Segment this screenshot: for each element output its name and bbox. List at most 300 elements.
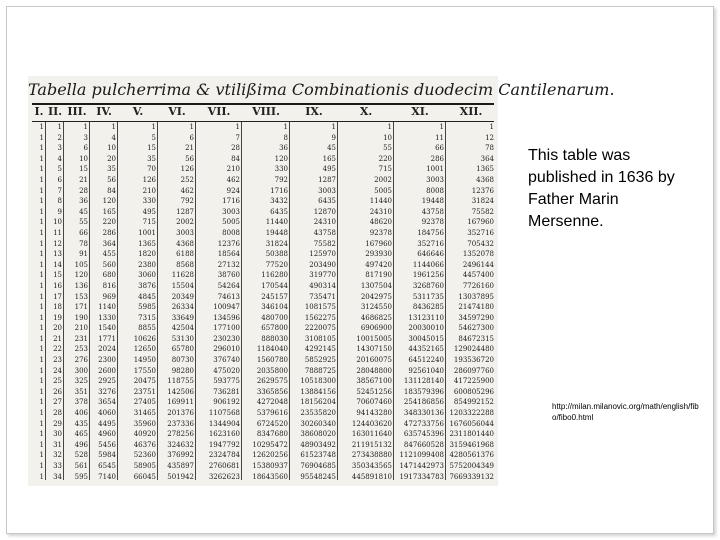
table-cell: 296010 bbox=[213, 345, 240, 354]
table-cell: 325 bbox=[74, 377, 88, 386]
table-cell: 165 bbox=[102, 207, 116, 216]
table-cell: 53130 bbox=[171, 334, 194, 343]
table-cell: 15504 bbox=[171, 281, 194, 290]
table-cell: 1 bbox=[489, 123, 494, 131]
table-cell: 1 bbox=[39, 334, 44, 343]
table-cell: 167960 bbox=[365, 239, 392, 248]
table-cell: 330 bbox=[142, 197, 156, 206]
table-cell: 376992 bbox=[167, 451, 194, 460]
table-cell: 70607460 bbox=[356, 398, 392, 407]
table-cell: 324632 bbox=[167, 440, 194, 449]
table-cell: 163011640 bbox=[351, 430, 392, 439]
table-cell: 13 bbox=[53, 250, 62, 259]
table-cell: 30260340 bbox=[300, 419, 336, 428]
table-cell: 125970 bbox=[309, 250, 336, 259]
table-cell: 462 bbox=[226, 175, 240, 184]
table-cell: 19448 bbox=[265, 228, 288, 237]
table-cell: 23751 bbox=[133, 387, 156, 396]
table-cell: 4495 bbox=[98, 419, 116, 428]
table-cell: 52451256 bbox=[356, 387, 392, 396]
table-cell: 31465 bbox=[133, 409, 156, 418]
table-cell: 5379616 bbox=[256, 409, 288, 418]
table-cell: 12870 bbox=[313, 207, 336, 216]
table-cell: 528 bbox=[74, 451, 88, 460]
table-cell: 35 bbox=[107, 165, 116, 174]
table-cell: 1 bbox=[39, 165, 44, 174]
column-header: IV. bbox=[96, 105, 112, 118]
table-cell: 1 bbox=[39, 345, 44, 354]
table-cell: 3003 bbox=[222, 207, 240, 216]
table-cell: 4 bbox=[57, 154, 62, 163]
table-cell: 1 bbox=[39, 239, 44, 248]
table-cell: 201376 bbox=[167, 409, 194, 418]
table-cell: 38608020 bbox=[300, 430, 336, 439]
table-cell: 15 bbox=[147, 144, 156, 153]
table-cell: 1676056044 bbox=[449, 419, 494, 428]
table-cell: 8436285 bbox=[412, 303, 444, 312]
table-cell: 14307150 bbox=[356, 345, 392, 354]
table-cell: 346104 bbox=[261, 303, 288, 312]
table-cell: 75582 bbox=[313, 239, 336, 248]
table-cell: 33649 bbox=[171, 313, 194, 322]
table-column bbox=[158, 122, 196, 482]
table-cell: 1 bbox=[39, 207, 44, 216]
table-cell: 1330 bbox=[98, 313, 116, 322]
table-cell: 6188 bbox=[176, 250, 194, 259]
table-cell: 1 bbox=[83, 123, 88, 131]
table-cell: 129024480 bbox=[453, 345, 494, 354]
table-cell: 1 bbox=[39, 462, 44, 470]
table-cell: 4368 bbox=[176, 239, 194, 248]
table-cell: 190 bbox=[74, 313, 88, 322]
table-cell: 10 bbox=[53, 218, 62, 227]
table-cell: 17 bbox=[53, 292, 62, 301]
table-cell: 4 bbox=[111, 133, 116, 142]
table-column bbox=[290, 122, 338, 482]
column-header: X. bbox=[359, 105, 373, 118]
table-cell: 10 bbox=[383, 133, 392, 142]
table-cell: 21474180 bbox=[458, 303, 494, 312]
table-cell: 646646 bbox=[417, 250, 444, 259]
column-header: VIII. bbox=[252, 105, 280, 118]
table-cell: 28 bbox=[79, 186, 88, 195]
table-cell: 1 bbox=[39, 133, 44, 142]
table-cell: 4060 bbox=[98, 409, 116, 418]
table-cell: 1562275 bbox=[304, 313, 336, 322]
table-cell: 15 bbox=[79, 165, 88, 174]
table-cell: 1 bbox=[283, 123, 288, 131]
table-cell: 48903492 bbox=[300, 440, 336, 449]
table-column bbox=[32, 122, 46, 482]
table-cell: 906192 bbox=[213, 398, 240, 407]
table-cell: 4280561376 bbox=[449, 451, 494, 460]
table-cell: 20030010 bbox=[408, 324, 444, 333]
table-cell: 210 bbox=[226, 165, 240, 174]
table-cell: 1 bbox=[331, 123, 336, 131]
table-cell: 7 bbox=[57, 186, 62, 195]
table-cell: 2042975 bbox=[360, 292, 392, 301]
table-cell: 15 bbox=[53, 271, 62, 280]
table-cell: 34 bbox=[53, 472, 62, 481]
table-cell: 286 bbox=[430, 154, 444, 163]
table-cell: 184756 bbox=[417, 228, 444, 237]
table-cell: 22 bbox=[53, 345, 62, 354]
table-cell: 142506 bbox=[167, 387, 194, 396]
table-cell: 1344904 bbox=[208, 419, 240, 428]
table-cell: 38760 bbox=[217, 271, 240, 280]
column-divider bbox=[157, 122, 158, 480]
table-cell: 8347680 bbox=[256, 430, 288, 439]
table-cell: 13123110 bbox=[408, 313, 444, 322]
table-cell: 19448 bbox=[421, 197, 444, 206]
table-cell: 2035800 bbox=[256, 366, 288, 375]
table-cell: 16 bbox=[53, 281, 62, 290]
table-cell: 36 bbox=[79, 197, 88, 206]
table-cell: 9 bbox=[57, 207, 62, 216]
table-cell: 1184040 bbox=[256, 345, 288, 354]
table-cell: 435897 bbox=[167, 462, 194, 470]
table-cell: 193536720 bbox=[453, 356, 494, 365]
table-cell: 7726160 bbox=[462, 281, 494, 290]
table-cell: 66 bbox=[79, 228, 88, 237]
table-cell: 64512240 bbox=[408, 356, 444, 365]
table-cell: 1 bbox=[39, 292, 44, 301]
table-cell: 5311735 bbox=[412, 292, 444, 301]
table-cell: 705432 bbox=[467, 239, 494, 248]
table-cell: 6435 bbox=[318, 197, 336, 206]
table-cell: 2311801440 bbox=[449, 430, 494, 439]
table-cell: 38567100 bbox=[356, 377, 392, 386]
table-cell: 3003 bbox=[176, 228, 194, 237]
column-divider bbox=[63, 122, 64, 480]
table-cell: 2925 bbox=[98, 377, 116, 386]
table-cell: 1 bbox=[39, 324, 44, 333]
table-cell: 11440 bbox=[369, 197, 392, 206]
table-column bbox=[394, 122, 446, 482]
table-cell: 13884156 bbox=[300, 387, 336, 396]
table-cell: 153 bbox=[74, 292, 88, 301]
table-cell: 1 bbox=[39, 197, 44, 206]
table-cell: 5985 bbox=[138, 303, 156, 312]
table-cell: 1365 bbox=[138, 239, 156, 248]
table-cell: 12376 bbox=[471, 186, 494, 195]
table-cell: 7 bbox=[235, 133, 240, 142]
table-cell: 42504 bbox=[171, 324, 194, 333]
table-cell: 3003 bbox=[426, 175, 444, 184]
table-cell: 26 bbox=[53, 387, 62, 396]
table-cell: 350343565 bbox=[351, 462, 392, 470]
table-cell: 5984 bbox=[98, 451, 116, 460]
table-cell: 3876 bbox=[138, 281, 156, 290]
table-cell: 30 bbox=[53, 430, 62, 439]
table-cell: 2629575 bbox=[256, 377, 288, 386]
table-cell: 46376 bbox=[133, 440, 156, 449]
column-header: III. bbox=[67, 105, 87, 118]
table-cell: 17550 bbox=[133, 366, 156, 375]
table-cell: 3 bbox=[83, 133, 88, 142]
table-cell: 105 bbox=[74, 260, 88, 269]
table-cell: 2 bbox=[57, 133, 62, 142]
table-cell: 1 bbox=[39, 281, 44, 290]
table-cell: 1 bbox=[39, 260, 44, 269]
table-cell: 21 bbox=[53, 334, 62, 343]
table-cell: 276 bbox=[74, 356, 88, 365]
table-cell: 1 bbox=[235, 123, 240, 131]
table-cell: 34597290 bbox=[458, 313, 494, 322]
table-cell: 33 bbox=[53, 462, 62, 470]
table-cell: 1307504 bbox=[360, 281, 392, 290]
table-cell: 286097760 bbox=[453, 366, 494, 375]
table-cell: 6 bbox=[189, 133, 194, 142]
table-cell: 378 bbox=[74, 398, 88, 407]
table-cell: 462 bbox=[180, 186, 194, 195]
table-cell: 2496144 bbox=[462, 260, 494, 269]
table-cell: 8 bbox=[283, 133, 288, 142]
table-cell: 1 bbox=[189, 123, 194, 131]
table-cell: 3262623 bbox=[208, 472, 240, 481]
table-cell: 169911 bbox=[167, 398, 194, 407]
table-cell: 15380937 bbox=[252, 462, 288, 470]
table-cell: 5 bbox=[151, 133, 156, 142]
table-cell: 14 bbox=[53, 260, 62, 269]
table-cell: 230230 bbox=[213, 334, 240, 343]
table-cell: 167960 bbox=[467, 218, 494, 227]
table-cell: 1471442973 bbox=[399, 462, 444, 470]
table-cell: 10295472 bbox=[252, 440, 288, 449]
table-cell: 12650 bbox=[133, 345, 156, 354]
table-cell: 4457400 bbox=[462, 271, 494, 280]
table-cell: 20475 bbox=[133, 377, 156, 386]
scan-title: Tabella pulcherrima & vtilißima Combinationis duodecim Cantilenarum. bbox=[28, 80, 615, 99]
table-cell: 92561040 bbox=[408, 366, 444, 375]
table-cell: 66045 bbox=[133, 472, 156, 481]
table-cell: 924 bbox=[226, 186, 240, 195]
table-cell: 28 bbox=[53, 409, 62, 418]
table-cell: 10015005 bbox=[356, 334, 392, 343]
table-cell: 3124550 bbox=[360, 303, 392, 312]
table-cell: 220 bbox=[378, 154, 392, 163]
table-cell: 1 bbox=[111, 123, 116, 131]
table-cell: 3 bbox=[57, 144, 62, 153]
column-header: V. bbox=[132, 105, 144, 118]
table-cell: 7888725 bbox=[304, 366, 336, 375]
table-cell: 25 bbox=[53, 377, 62, 386]
table-cell: 54264 bbox=[217, 281, 240, 290]
table-cell: 203490 bbox=[309, 260, 336, 269]
table-cell: 5005 bbox=[374, 186, 392, 195]
table-cell: 1287 bbox=[176, 207, 194, 216]
table-cell: 417225900 bbox=[453, 377, 494, 386]
table-cell: 1961256 bbox=[412, 271, 444, 280]
table-cell: 77520 bbox=[265, 260, 288, 269]
table-cell: 497420 bbox=[365, 260, 392, 269]
table-cell: 12 bbox=[485, 133, 494, 142]
table-cell: 2760681 bbox=[208, 462, 240, 470]
table-cell: 736281 bbox=[213, 387, 240, 396]
column-divider bbox=[445, 122, 446, 480]
table-cell: 18 bbox=[53, 303, 62, 312]
table-cell: 18643560 bbox=[252, 472, 288, 481]
table-cell: 70 bbox=[147, 165, 156, 174]
table-cell: 245157 bbox=[261, 292, 288, 301]
table-cell: 6 bbox=[83, 144, 88, 153]
table-cell: 490314 bbox=[309, 281, 336, 290]
table-cell: 23535820 bbox=[300, 409, 336, 418]
table-cell: 2600 bbox=[98, 366, 116, 375]
table-column bbox=[118, 122, 158, 482]
table-cell: 480700 bbox=[261, 313, 288, 322]
table-cell: 293930 bbox=[365, 250, 392, 259]
table-cell: 84 bbox=[231, 154, 240, 163]
table-cell: 286 bbox=[102, 228, 116, 237]
table-cell: 657800 bbox=[261, 324, 288, 333]
table-cell: 1 bbox=[39, 154, 44, 163]
table-cell: 278256 bbox=[167, 430, 194, 439]
table-cell: 6 bbox=[57, 175, 62, 184]
table-cell: 5 bbox=[57, 165, 62, 174]
table-cell: 792 bbox=[274, 175, 288, 184]
table-column bbox=[242, 122, 290, 482]
table-cell: 1203322288 bbox=[449, 409, 494, 418]
table-cell: 52360 bbox=[133, 451, 156, 460]
table-cell: 969 bbox=[102, 292, 116, 301]
table-cell: 84 bbox=[107, 186, 116, 195]
table-cell: 92378 bbox=[421, 218, 444, 227]
table-cell: 20160075 bbox=[356, 356, 392, 365]
table-cell: 1 bbox=[39, 175, 44, 184]
table-cell: 28 bbox=[231, 144, 240, 153]
table-cell: 6545 bbox=[98, 462, 116, 470]
table-column bbox=[338, 122, 394, 482]
column-divider bbox=[89, 122, 90, 480]
table-cell: 680 bbox=[102, 271, 116, 280]
table-cell: 177100 bbox=[213, 324, 240, 333]
table-cell: 21 bbox=[79, 175, 88, 184]
table-cell: 40920 bbox=[133, 430, 156, 439]
table-cell: 1121099408 bbox=[399, 451, 444, 460]
table-cell: 561 bbox=[74, 462, 88, 470]
table-cell: 92378 bbox=[369, 228, 392, 237]
table-cell: 1 bbox=[39, 144, 44, 153]
table-cell: 11440 bbox=[265, 218, 288, 227]
table-cell: 1144066 bbox=[412, 260, 444, 269]
table-cell: 1 bbox=[39, 250, 44, 259]
table-cell: 10518300 bbox=[300, 377, 336, 386]
table-cell: 54627300 bbox=[458, 324, 494, 333]
table-cell: 1623160 bbox=[208, 430, 240, 439]
table-cell: 5852925 bbox=[304, 356, 336, 365]
table-cell: 351 bbox=[74, 387, 88, 396]
column-header: IX. bbox=[305, 105, 323, 118]
table-cell: 14950 bbox=[133, 356, 156, 365]
table-cell: 1 bbox=[39, 303, 44, 312]
table-cell: 1 bbox=[39, 451, 44, 460]
table-cell: 44352165 bbox=[408, 345, 444, 354]
table-column bbox=[196, 122, 242, 482]
table-cell: 12 bbox=[53, 239, 62, 248]
table-cell: 735471 bbox=[309, 292, 336, 301]
table-cell: 1081575 bbox=[304, 303, 336, 312]
table-cell: 5005 bbox=[222, 218, 240, 227]
table-cell: 364 bbox=[480, 154, 494, 163]
column-header: VII. bbox=[207, 105, 231, 118]
table-cell: 376740 bbox=[213, 356, 240, 365]
table-cell: 8008 bbox=[222, 228, 240, 237]
table-cell: 18156204 bbox=[300, 398, 336, 407]
table-cell: 91 bbox=[79, 250, 88, 259]
table-cell: 445891810 bbox=[351, 472, 392, 481]
table-cell: 1365 bbox=[476, 165, 494, 174]
table-cell: 1001 bbox=[426, 165, 444, 174]
table-cell: 8568 bbox=[176, 260, 194, 269]
table-cell: 98280 bbox=[171, 366, 194, 375]
table-cell: 2380 bbox=[138, 260, 156, 269]
table-cell: 65780 bbox=[171, 345, 194, 354]
table-cell: 124403620 bbox=[351, 419, 392, 428]
table-cell: 61523748 bbox=[300, 451, 336, 460]
table-cell: 55 bbox=[383, 144, 392, 153]
table-cell: 1 bbox=[39, 398, 44, 407]
table-cell: 136 bbox=[74, 281, 88, 290]
table-cell: 1947792 bbox=[208, 440, 240, 449]
table-cell: 7140 bbox=[98, 472, 116, 481]
table-cell: 43758 bbox=[313, 228, 336, 237]
table-cell: 56 bbox=[107, 175, 116, 184]
table-cell: 4368 bbox=[476, 175, 494, 184]
table-cell: 330 bbox=[274, 165, 288, 174]
table-cell: 231 bbox=[74, 334, 88, 343]
table-cell: 74613 bbox=[217, 292, 240, 301]
column-header-row bbox=[28, 105, 498, 121]
table-cell: 1 bbox=[57, 123, 62, 131]
table-cell: 1 bbox=[39, 472, 44, 481]
table-cell: 8 bbox=[57, 197, 62, 206]
table-cell: 10626 bbox=[133, 334, 156, 343]
column-divider bbox=[117, 122, 118, 480]
table-cell: 1 bbox=[439, 123, 444, 131]
table-cell: 20 bbox=[107, 154, 116, 163]
table-cell: 30045015 bbox=[408, 334, 444, 343]
table-cell: 1 bbox=[387, 123, 392, 131]
table-cell: 352716 bbox=[417, 239, 444, 248]
table-cell: 35960 bbox=[133, 419, 156, 428]
table-cell: 1287 bbox=[318, 175, 336, 184]
table-cell: 364 bbox=[102, 239, 116, 248]
table-body bbox=[28, 122, 498, 484]
source-url-link[interactable]: http://milan.milanovic.org/math/english/fibo/fibo0.html bbox=[552, 402, 699, 422]
table-cell: 210 bbox=[74, 324, 88, 333]
table-cell: 131128140 bbox=[403, 377, 444, 386]
table-cell: 4845 bbox=[138, 292, 156, 301]
table-cell: 45 bbox=[327, 144, 336, 153]
table-cell: 495 bbox=[322, 165, 336, 174]
table-cell: 348330136 bbox=[403, 409, 444, 418]
table-cell: 13037895 bbox=[458, 292, 494, 301]
table-cell: 1 bbox=[39, 366, 44, 375]
column-divider bbox=[393, 122, 394, 480]
table-column bbox=[90, 122, 118, 482]
table-cell: 273438880 bbox=[351, 451, 392, 460]
table-cell: 352716 bbox=[467, 228, 494, 237]
table-cell: 12620256 bbox=[252, 451, 288, 460]
table-cell: 10 bbox=[79, 154, 88, 163]
table-cell: 1771 bbox=[98, 334, 116, 343]
table-cell: 3654 bbox=[98, 398, 116, 407]
table-cell: 1 bbox=[39, 123, 44, 131]
table-cell: 7669339132 bbox=[449, 472, 494, 481]
table-cell: 1 bbox=[39, 228, 44, 237]
table-cell: 78 bbox=[79, 239, 88, 248]
